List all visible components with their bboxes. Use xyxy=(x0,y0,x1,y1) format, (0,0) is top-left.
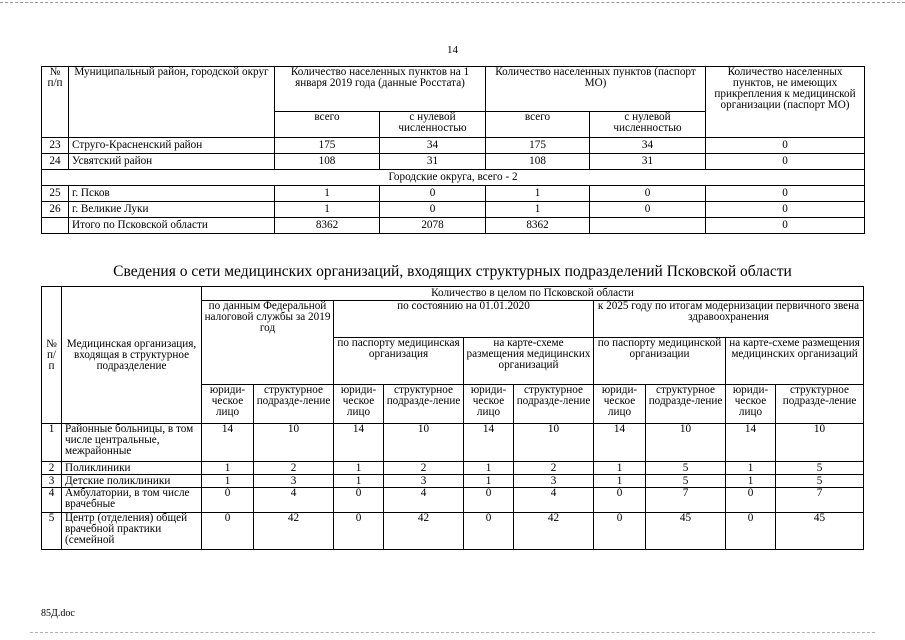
cell-num: 25 xyxy=(42,186,69,202)
cell-value: 42 xyxy=(514,513,594,550)
cell-value: 5 xyxy=(646,462,726,475)
cell-value: 10 xyxy=(776,424,864,462)
cell-value: 10 xyxy=(646,424,726,462)
scan-edge-top xyxy=(0,2,905,3)
cell-value: 0 xyxy=(590,202,706,218)
header-struct: структурное подразде-ление xyxy=(514,385,594,424)
table-row xyxy=(42,138,865,154)
cell-district: Струго-Красненский район xyxy=(69,138,275,154)
header-total-region: Количество в целом по Псковской области xyxy=(202,287,864,301)
cell-value: 4 xyxy=(254,488,334,513)
cell-value: 10 xyxy=(254,424,334,462)
cell-value: 8362 xyxy=(275,218,380,234)
cell-value: 42 xyxy=(254,513,334,550)
total-row xyxy=(42,218,865,234)
header-org: Медицинская организация, входящая в структурное подразделение xyxy=(62,287,202,424)
cell-value: 14 xyxy=(334,424,384,462)
cell-value: 31 xyxy=(590,154,706,170)
cell-value: 1 xyxy=(202,462,254,475)
cell-num: 23 xyxy=(42,138,69,154)
cell-value: 0 xyxy=(380,186,486,202)
table-row xyxy=(42,154,865,170)
cell-value: 1 xyxy=(486,186,590,202)
header-by-2025: к 2025 году по итогам модернизации первичного звена здравоохранения xyxy=(594,301,864,338)
cell-value xyxy=(590,218,706,234)
cell-value: 0 xyxy=(334,513,384,550)
header-legal: юриди-ческое лицо xyxy=(334,385,384,424)
cell-num: 2 xyxy=(42,462,62,475)
cell-value: 0 xyxy=(594,513,646,550)
header-district: Муниципальный район, городской округ xyxy=(69,67,275,138)
header-rosstat: Количество населенных пунктов на 1 января 2019 года (данные Росстата) xyxy=(275,67,486,112)
table-row xyxy=(42,488,864,513)
cell-value: 2078 xyxy=(380,218,486,234)
cell-value: 34 xyxy=(380,138,486,154)
page-number: 14 xyxy=(447,44,458,56)
cell-value: 0 xyxy=(380,202,486,218)
cell-value: 108 xyxy=(275,154,380,170)
cell-value: 1 xyxy=(726,462,776,475)
table-row xyxy=(42,202,865,218)
cell-value: 5 xyxy=(776,475,864,488)
header-struct: структурное подразде-ление xyxy=(776,385,864,424)
cell-value: 0 xyxy=(726,488,776,513)
cell-value: 3 xyxy=(514,475,594,488)
cell-num xyxy=(42,218,69,234)
cell-value: 0 xyxy=(706,186,865,202)
section-label: Городские округа, всего - 2 xyxy=(42,170,865,186)
cell-value: 0 xyxy=(334,488,384,513)
cell-value: 1 xyxy=(334,462,384,475)
cell-value: 14 xyxy=(594,424,646,462)
cell-value: 1 xyxy=(486,202,590,218)
cell-district: Усвятский район xyxy=(69,154,275,170)
cell-value: 10 xyxy=(514,424,594,462)
cell-value: 175 xyxy=(275,138,380,154)
cell-value: 0 xyxy=(706,138,865,154)
header-zero-pop: с нулевой численностью xyxy=(380,112,486,138)
header-struct: структурное подразде-ление xyxy=(646,385,726,424)
cell-value: 14 xyxy=(726,424,776,462)
cell-value: 0 xyxy=(464,513,514,550)
cell-value: 0 xyxy=(590,186,706,202)
cell-value: 7 xyxy=(646,488,726,513)
cell-value: 1 xyxy=(464,462,514,475)
cell-value: 0 xyxy=(202,513,254,550)
cell-value: 4 xyxy=(514,488,594,513)
cell-value: 0 xyxy=(594,488,646,513)
header-map: на карте-схеме размещения медицинских организаций xyxy=(726,338,864,385)
cell-district: г. Великие Луки xyxy=(69,202,275,218)
header-total: всего xyxy=(275,112,380,138)
cell-value: 1 xyxy=(275,186,380,202)
header-passport-org: по паспорту медицинской организации xyxy=(594,338,726,385)
cell-value: 14 xyxy=(464,424,514,462)
cell-value: 5 xyxy=(776,462,864,475)
table-row xyxy=(42,186,865,202)
cell-value: 0 xyxy=(202,488,254,513)
cell-value: 1 xyxy=(334,475,384,488)
file-name: 85Д.doc xyxy=(41,608,75,619)
section-row xyxy=(42,170,865,186)
header-legal: юриди-ческое лицо xyxy=(464,385,514,424)
cell-value: 4 xyxy=(384,488,464,513)
cell-org: Центр (отделения) общей врачебной практики (семейной xyxy=(62,513,202,550)
cell-value: 3 xyxy=(384,475,464,488)
cell-value: 42 xyxy=(384,513,464,550)
cell-num: 4 xyxy=(42,488,62,513)
scan-edge-bottom xyxy=(30,632,875,633)
table-row xyxy=(42,513,864,550)
header-no-attachment: Количество населенных пунктов, не имеющих прикрепления к медицинской организации (паспорт МО) xyxy=(706,67,865,138)
cell-org: Поликлиники xyxy=(62,462,202,475)
table-row xyxy=(42,424,864,462)
cell-org: Амбулатории, в том числе врачебные xyxy=(62,488,202,513)
cell-num: 5 xyxy=(42,513,62,550)
cell-district: Итого по Псковской области xyxy=(69,218,275,234)
table-row xyxy=(42,462,864,475)
cell-value: 31 xyxy=(380,154,486,170)
header-num: № п/п xyxy=(42,287,62,424)
cell-value: 45 xyxy=(646,513,726,550)
cell-value: 8362 xyxy=(486,218,590,234)
cell-org: Районные больницы, в том числе центральные, межрайонные xyxy=(62,424,202,462)
cell-value: 1 xyxy=(594,462,646,475)
cell-value: 1 xyxy=(464,475,514,488)
header-struct: структурное подразде-ление xyxy=(384,385,464,424)
table-row xyxy=(42,475,864,488)
cell-value: 108 xyxy=(486,154,590,170)
header-num: № п/п xyxy=(42,67,69,138)
cell-value: 175 xyxy=(486,138,590,154)
cell-num: 26 xyxy=(42,202,69,218)
medical-network-table xyxy=(41,286,864,550)
header-zero-pop: с нулевой численностью xyxy=(590,112,706,138)
cell-value: 14 xyxy=(202,424,254,462)
cell-value: 1 xyxy=(726,475,776,488)
section-heading: Сведения о сети медицинских организаций, входящих структурных подразделений Псковской области xyxy=(113,263,792,280)
cell-value: 1 xyxy=(275,202,380,218)
header-passport: Количество населенных пунктов (паспорт МО) xyxy=(486,67,706,112)
cell-num: 24 xyxy=(42,154,69,170)
header-legal: юриди-ческое лицо xyxy=(594,385,646,424)
cell-value: 7 xyxy=(776,488,864,513)
cell-value: 2 xyxy=(384,462,464,475)
header-legal: юриди-ческое лицо xyxy=(726,385,776,424)
cell-value: 34 xyxy=(590,138,706,154)
header-as-of: по состоянию на 01.01.2020 xyxy=(334,301,594,338)
cell-value: 0 xyxy=(726,513,776,550)
header-total: всего xyxy=(486,112,590,138)
cell-value: 2 xyxy=(514,462,594,475)
header-struct: структурное подразде-ление xyxy=(254,385,334,424)
cell-value: 0 xyxy=(706,154,865,170)
cell-district: г. Псков xyxy=(69,186,275,202)
header-tax: по данным Федеральной налоговой службы за 2019 год xyxy=(202,301,334,385)
cell-value: 5 xyxy=(646,475,726,488)
settlements-table xyxy=(41,66,865,234)
cell-value: 45 xyxy=(776,513,864,550)
cell-value: 0 xyxy=(706,218,865,234)
cell-num: 3 xyxy=(42,475,62,488)
cell-value: 2 xyxy=(254,462,334,475)
cell-value: 1 xyxy=(202,475,254,488)
header-map: на карте-схеме размещения медицинских организаций xyxy=(464,338,594,385)
cell-value: 1 xyxy=(594,475,646,488)
header-passport-org: по паспорту медицинская организация xyxy=(334,338,464,385)
header-legal: юриди-ческое лицо xyxy=(202,385,254,424)
cell-value: 0 xyxy=(464,488,514,513)
cell-value: 10 xyxy=(384,424,464,462)
cell-value: 0 xyxy=(706,202,865,218)
cell-org: Детские поликлиники xyxy=(62,475,202,488)
cell-value: 3 xyxy=(254,475,334,488)
cell-num: 1 xyxy=(42,424,62,462)
